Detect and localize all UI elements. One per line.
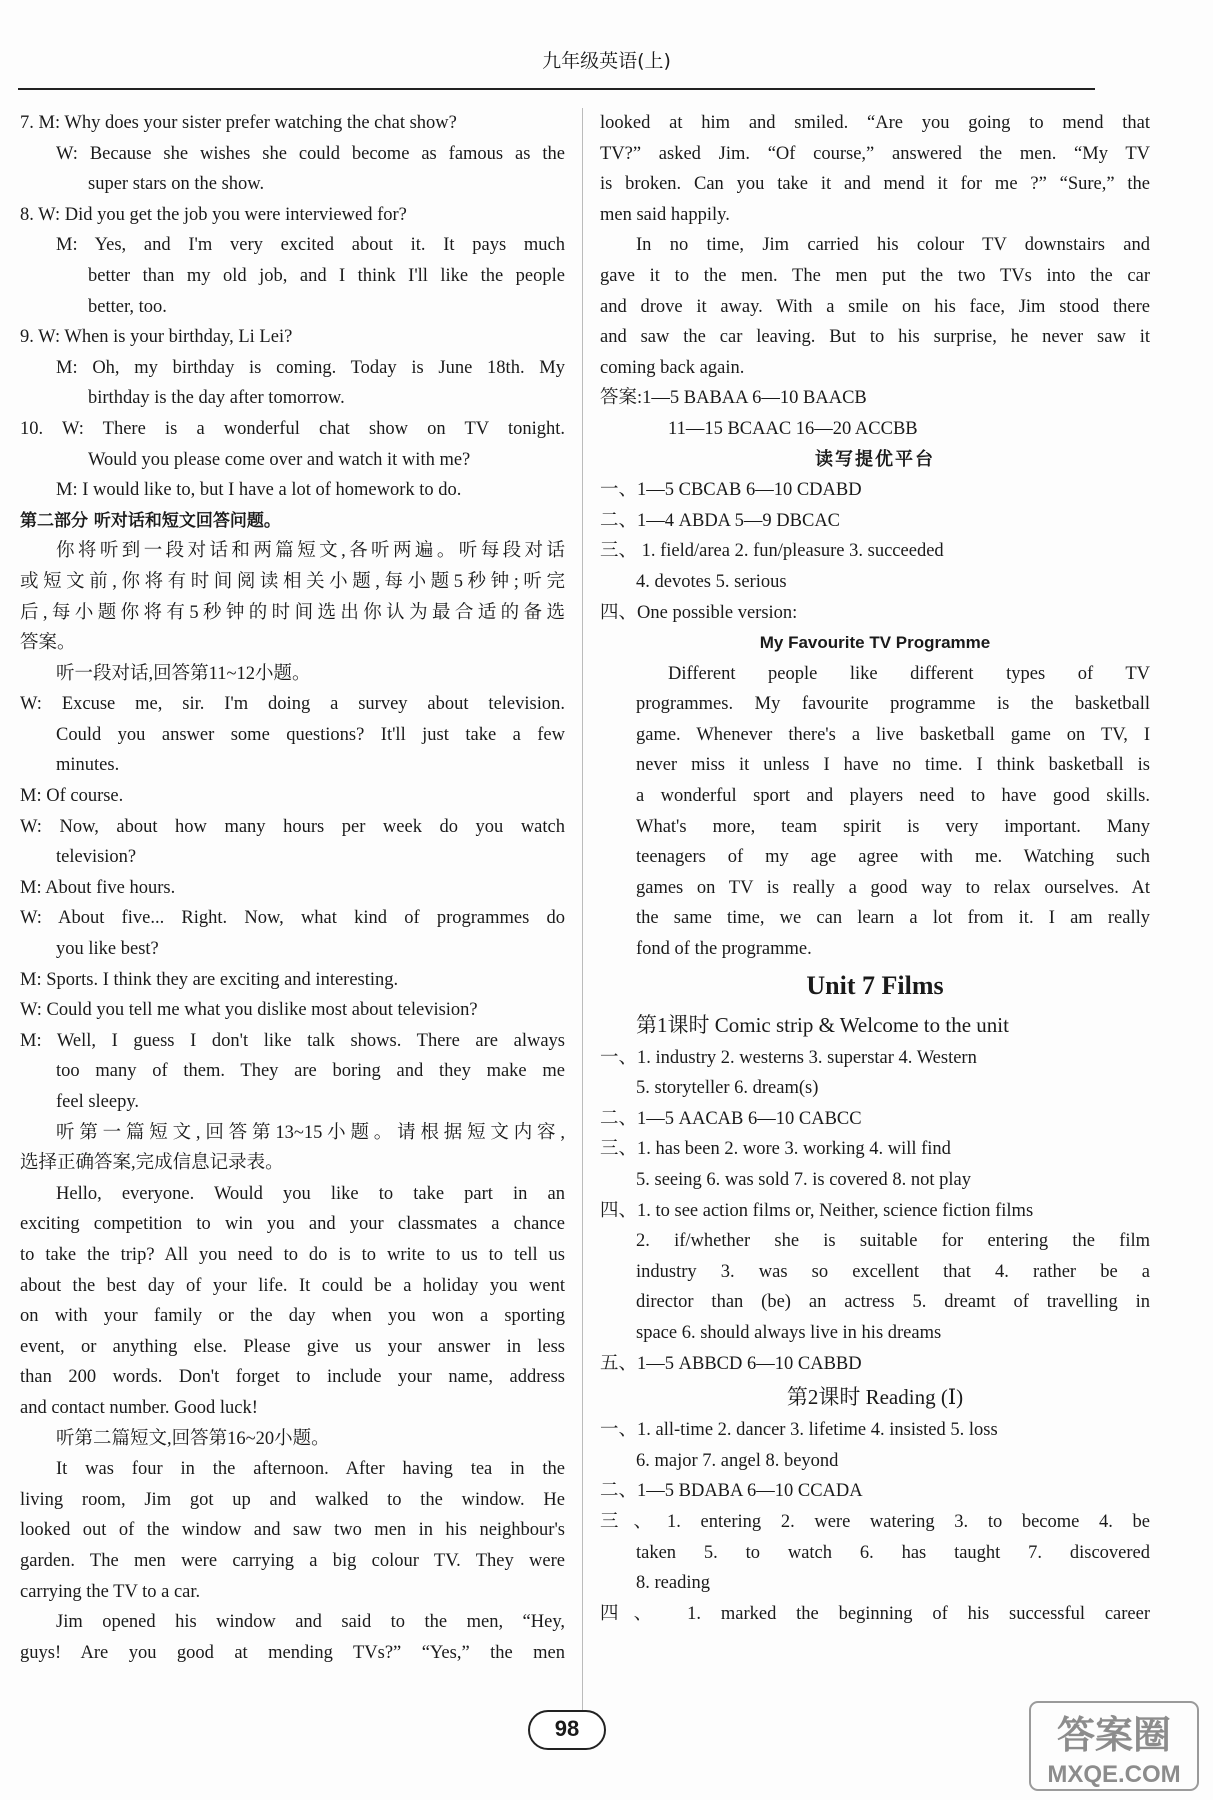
text-line: and drove it away. With a smile on his face, Jim stood there <box>600 296 1150 317</box>
text-line: to take the trip? All you need to do is to write to us to tell us <box>20 1244 565 1265</box>
text-line: M: Of course. <box>20 786 124 807</box>
text-line: M: I would like to, but I have a lot of homework to do. <box>56 480 462 501</box>
text-line: television? <box>56 847 137 868</box>
text-line: W: About five... Right. Now, what kind of programmes do <box>20 908 565 929</box>
text-line: Unit 7 Films <box>806 970 944 1000</box>
text-line: 8. reading <box>636 1573 710 1594</box>
text-line: M: Sports. I think they are exciting and interesting. <box>20 969 399 990</box>
text-line: men said happily. <box>600 204 730 225</box>
text-line: exciting competition to win you and your classmates a chance <box>20 1214 565 1235</box>
text-line: living room, Jim got up and walked to the window. He <box>20 1489 565 1510</box>
text-line: game. Whenever there's a live basketball game on TV, I <box>636 724 1150 745</box>
text-line: W: Could you tell me what you dislike most about television? <box>20 1000 478 1021</box>
watermark-text: 答案圈 <box>1056 1713 1172 1757</box>
text-line: Jim opened his window and said to the men, “Hey, <box>56 1612 565 1633</box>
text-line: 三、1. has been 2. wore 3. working 4. will find <box>600 1139 951 1160</box>
text-line: guys! Are you good at mending TVs?” “Yes,” the men <box>20 1642 565 1663</box>
text-line: space 6. should always live in his dreams <box>636 1322 942 1343</box>
text-line: 第2课时 Reading (Ⅰ) <box>786 1385 964 1410</box>
text-line: 11—15 BCAAC 16—20 ACCBB <box>668 418 918 439</box>
text-line: 你将听到一段对话和两篇短文,各听两遍。听每段对话 <box>56 541 565 562</box>
text-line: 四、 1. marked the beginning of his successful career <box>600 1603 1150 1624</box>
text-line: garden. The men were carrying a big colour TV. They were <box>20 1550 565 1571</box>
text-line: the same time, we can learn a lot from it. I am really <box>636 908 1150 929</box>
text-line: It was four in the afternoon. After having tea in the <box>56 1459 565 1480</box>
text-line: 二、1—4 ABDA 5—9 DBCAC <box>600 510 841 531</box>
text-line: director than (be) an actress 5. dreamt of travelling in <box>636 1292 1150 1313</box>
text-line: carrying the TV to a car. <box>20 1581 201 1602</box>
text-line: Could you answer some questions? It'll just take a few <box>56 724 565 745</box>
text-line: 一、1. industry 2. westerns 3. superstar 4. Western <box>600 1047 977 1068</box>
page-number-badge <box>528 1710 606 1750</box>
text-line: better than my old job, and I think I'll like the people <box>88 265 565 286</box>
text-line: super stars on the show. <box>88 174 265 195</box>
text-line: on with your family or the day when you won a sporting <box>20 1306 565 1327</box>
text-line: 9. W: When is your birthday, Li Lei? <box>20 327 293 348</box>
text-line: 第1课时 Comic strip & Welcome to the unit <box>636 1012 1009 1037</box>
text-line: M: Oh, my birthday is coming. Today is June 18th. My <box>56 357 565 378</box>
text-line: 二、1—5 BDABA 6—10 CCADA <box>600 1481 863 1502</box>
text-line: feel sleepy. <box>56 1092 140 1112</box>
text-line: 听一段对话,回答第11~12小题。 <box>56 663 311 684</box>
text-line: looked out of the window and saw two men in his neighbour's <box>20 1520 565 1541</box>
text-line: Hello, everyone. Would you like to take part in an <box>56 1183 565 1204</box>
text-line: gave it to the men. The men put the two TVs into the car <box>600 265 1150 286</box>
text-line: 一、1—5 CBCAB 6—10 CDABD <box>600 480 862 501</box>
text-line: 听第二篇短文,回答第16~20小题。 <box>56 1428 330 1449</box>
watermark-logo <box>1028 1700 1200 1792</box>
text-line: W: Now, about how many hours per week do you watch <box>20 816 565 837</box>
text-line: 5. seeing 6. was sold 7. is covered 8. not play <box>636 1170 971 1190</box>
text-line: 后,每小题你将有5秒钟的时间选出你认为最合适的备选 <box>20 602 565 623</box>
text-line: In no time, Jim carried his colour TV downstairs and <box>636 235 1150 256</box>
text-line: 三、 1. field/area 2. fun/pleasure 3. succeeded <box>600 541 944 562</box>
text-line: M: About five hours. <box>20 877 176 898</box>
text-line: coming back again. <box>600 357 745 378</box>
text-line: teenagers of my age agree with me. Watching such <box>636 847 1150 868</box>
text-line: 6. major 7. angel 8. beyond <box>636 1450 839 1471</box>
text-line: 四、One possible version: <box>600 602 798 623</box>
text-line: a wonderful sport and players need to have good skills. <box>636 786 1150 807</box>
text-line: 第二部分 听对话和短文回答问题。 <box>20 510 281 531</box>
text-line: than 200 words. Don't forget to include your name, address <box>20 1367 565 1388</box>
text-line: Would you please come over and watch it with me? <box>88 449 471 470</box>
header-title: 九年级英语(上) <box>542 50 671 72</box>
text-line: 五、1—5 ABBCD 6—10 CABBD <box>600 1353 862 1374</box>
text-line: 选择正确答案,完成信息记录表。 <box>20 1153 284 1174</box>
text-line: M: Yes, and I'm very excited about it. It pays much <box>56 235 565 256</box>
right-column <box>600 108 1150 1629</box>
text-line: My Favourite TV Programme <box>759 633 991 653</box>
text-line: industry 3. was so excellent that 4. rather be a <box>636 1261 1150 1282</box>
text-line: taken 5. to watch 6. has taught 7. discovered <box>636 1542 1150 1563</box>
text-line: What's more, team spirit is very important. Many <box>636 816 1150 837</box>
text-line: 或短文前,你将有时间阅读相关小题,每小题5秒钟;听完 <box>20 571 565 592</box>
page-number: 98 <box>554 1716 580 1741</box>
text-line: 四、1. to see action films or, Neither, science fiction films <box>600 1200 1034 1221</box>
text-line: W: Excuse me, sir. I'm doing a survey about television. <box>20 694 565 715</box>
text-line: W: Because she wishes she could become as famous as the <box>56 143 565 164</box>
left-column <box>20 108 565 1668</box>
text-line: 答案:1—5 BABAA 6—10 BAACB <box>600 388 867 409</box>
text-line: 答案。 <box>20 633 76 654</box>
watermark-url: MXQE.COM <box>1047 1761 1181 1788</box>
text-line: and contact number. Good luck! <box>20 1397 258 1418</box>
text-line: too many of them. They are boring and they make me <box>56 1061 565 1082</box>
text-line: 三、1. entering 2. were watering 3. to become 4. be <box>600 1511 1150 1532</box>
text-line: 10. W: There is a wonderful chat show on TV tonight. <box>20 418 565 439</box>
text-line: 读写提优平台 <box>815 448 935 470</box>
text-line: Different people like different types of TV <box>668 663 1150 684</box>
text-line: you like best? <box>56 939 159 960</box>
text-line: never miss it unless I have no time. I think basketball is <box>636 755 1150 776</box>
text-line: birthday is the day after tomorrow. <box>88 388 345 409</box>
text-line: about the best day of your life. It could be a holiday you went <box>20 1275 565 1296</box>
text-line: is broken. Can you take it and mend it for me ?” “Sure,” the <box>600 174 1150 195</box>
text-line: M: Well, I guess I don't like talk shows. There are always <box>20 1030 565 1051</box>
text-line: 8. W: Did you get the job you were interviewed for? <box>20 204 407 225</box>
text-line: 二、1—5 AACAB 6—10 CABCC <box>600 1108 862 1129</box>
text-line: programmes. My favourite programme is the basketball <box>636 694 1150 715</box>
text-line: and saw the car leaving. But to his surprise, he never saw it <box>600 327 1150 348</box>
text-line: TV?” asked Jim. “Of course,” answered the men. “My TV <box>600 143 1150 164</box>
text-line: games on TV is really a good way to relax ourselves. At <box>636 877 1150 898</box>
text-line: fond of the programme. <box>636 939 812 960</box>
text-line: minutes. <box>56 755 120 776</box>
page-header <box>0 46 1213 73</box>
text-line: 4. devotes 5. serious <box>636 571 787 592</box>
text-line: 7. M: Why does your sister prefer watching the chat show? <box>20 113 457 133</box>
text-line: 5. storyteller 6. dream(s) <box>636 1078 819 1099</box>
text-line: looked at him and smiled. “Are you going to mend that <box>600 113 1150 133</box>
text-line: 2. if/whether she is suitable for entering the film <box>636 1231 1150 1252</box>
column-divider <box>582 108 583 1728</box>
header-rule <box>18 88 1095 90</box>
text-line: 听第一篇短文,回答第13~15小题。请根据短文内容, <box>56 1122 565 1143</box>
text-line: 一、1. all-time 2. dancer 3. lifetime 4. insisted 5. loss <box>600 1420 998 1441</box>
text-line: better, too. <box>88 296 167 317</box>
text-line: event, or anything else. Please give us your answer in less <box>20 1336 565 1357</box>
